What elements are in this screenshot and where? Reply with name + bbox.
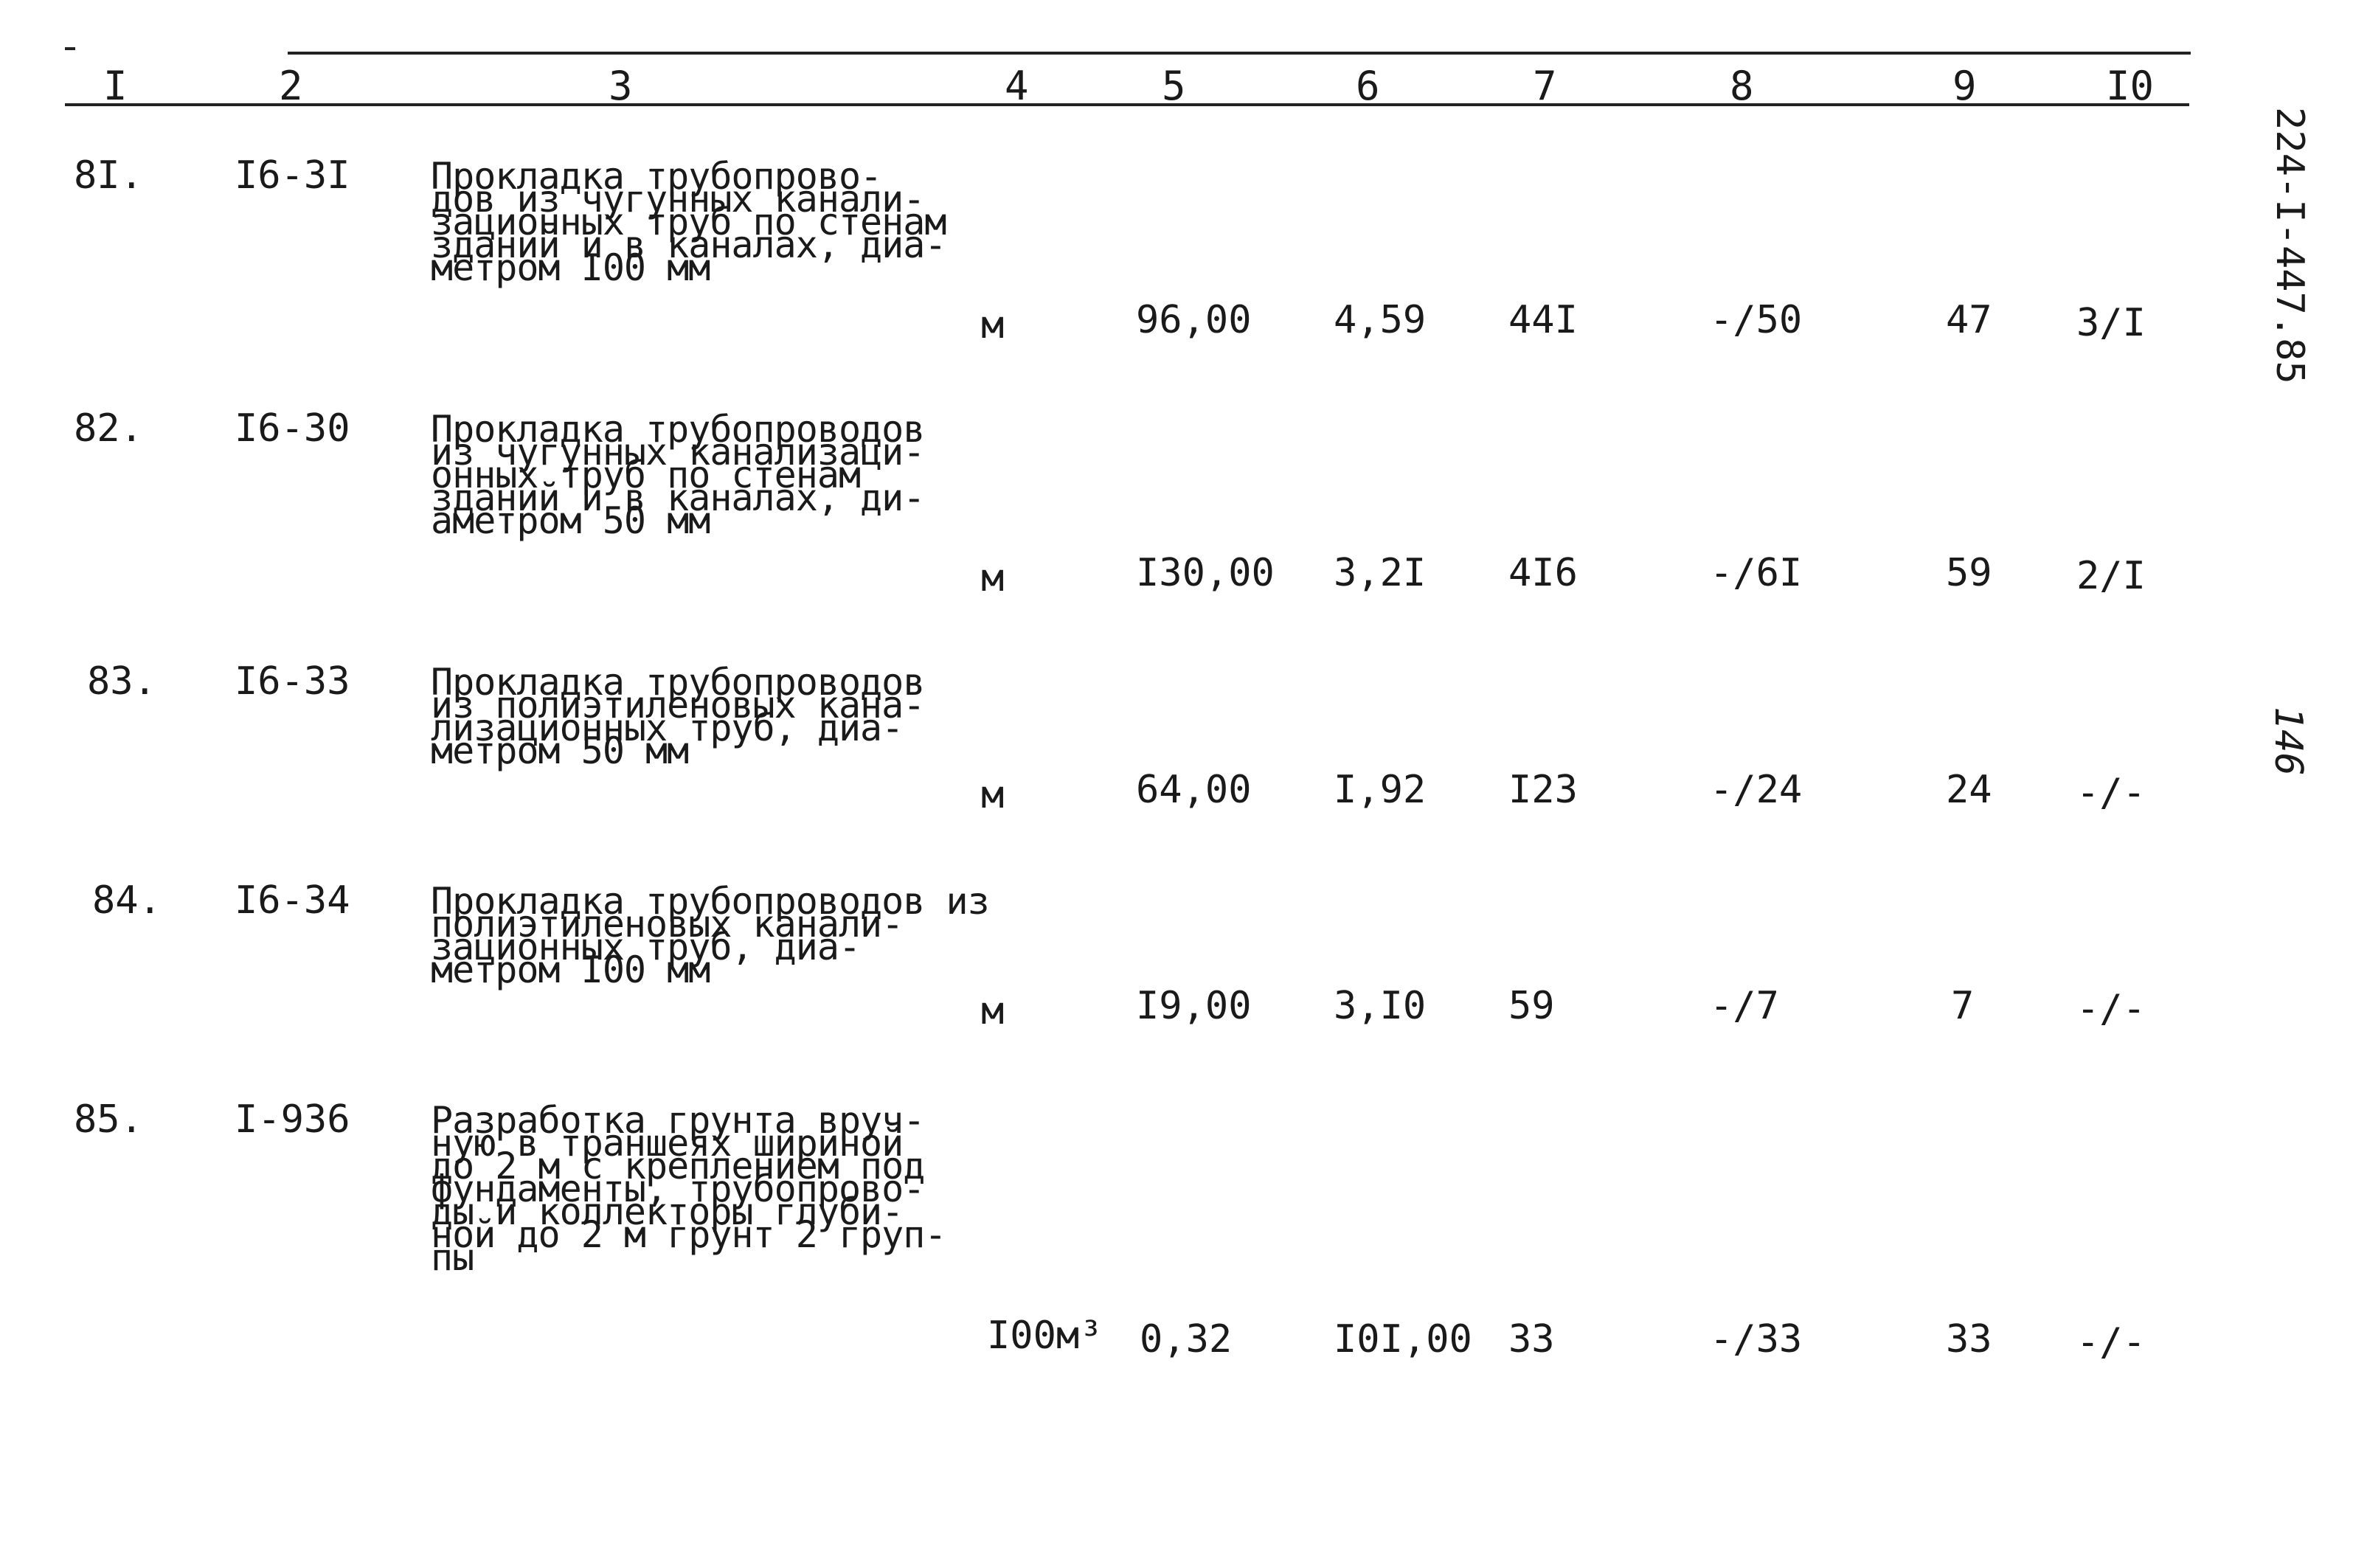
row-total: 33 [1508,1317,1555,1361]
header-col-8: 8 [1730,63,1754,109]
row-unit: м [981,303,1005,347]
row-total: 4I6 [1508,551,1578,595]
row-col-9: 47 [1946,298,1992,342]
row-col-10: -/- [2076,771,2146,815]
document-code: 224-I-447.85 [2267,107,2312,384]
header-col-2: 2 [279,63,303,109]
header-underline [65,103,2189,106]
header-col-6: 6 [1356,63,1380,109]
row-unit: м [981,989,1005,1033]
row-col-8: -/24 [1710,768,1803,812]
header-col-7: 7 [1533,63,1557,109]
row-col-8: -/6I [1710,551,1803,595]
row-total: 44I [1508,298,1578,342]
row-description: Прокладка трубопроводов из полиэтиленовых кана- лизационных труб, диа- метром 50 мм [431,661,925,772]
row-price: 3,I0 [1334,984,1427,1028]
row-code: I6-34 [235,878,350,923]
row-unit: м [981,556,1005,600]
top-mark [65,47,75,50]
row-col-9: 59 [1946,551,1992,595]
row-number: 8I. [74,153,143,198]
row-total: 59 [1508,984,1555,1028]
row-col-8: -/33 [1710,1317,1803,1361]
row-col-8: -/50 [1710,298,1803,342]
row-number: 85. [74,1097,143,1142]
row-code: I-936 [235,1097,350,1142]
row-code: I6-3I [235,153,350,198]
row-number: 83. [87,659,156,704]
row-description: Разработка грунта вруч- ную в траншеях шириной до 2 м с креплением под фундаменты, трубопрово- ды и коллекторы глуби- ной до 2 м грунт 2 груп- пы [431,1099,946,1279]
row-code: I6-33 [235,659,350,704]
row-description: Прокладка трубопроводов из чугунных канализаци- онных труб по стенам зданий и в каналах, ди- аметром 50 мм [431,408,925,542]
row-price: 3,2I [1334,551,1427,595]
row-unit: I00м³ [987,1314,1103,1358]
row-col-9: 7 [1951,984,1975,1028]
row-description: Прокладка трубопрово- дов из чугунных канали- зационных труб по стенам зданий и в каналах, диа- метром I00 мм [431,155,946,289]
row-col-10: -/- [2076,987,2146,1031]
row-quantity: I30,00 [1136,551,1275,595]
row-price: I,92 [1334,768,1427,812]
row-quantity: I9,00 [1136,984,1252,1028]
row-col-9: 33 [1946,1317,1992,1361]
row-quantity: 96,00 [1136,298,1252,342]
row-quantity: 64,00 [1136,768,1252,812]
header-col-9: 9 [1952,63,1977,109]
page-number: 146 [2266,707,2310,776]
row-col-9: 24 [1946,768,1992,812]
row-total: I23 [1508,768,1578,812]
row-col-10: 2/I [2076,554,2146,598]
row-col-10: -/- [2076,1320,2146,1364]
row-unit: м [981,773,1005,817]
header-col-5: 5 [1162,63,1186,109]
row-description: Прокладка трубопроводов из полиэтиленовых канали- зационных труб, диа- метром I00 мм [431,880,989,991]
row-quantity: 0,32 [1140,1317,1233,1361]
row-col-8: -/7 [1710,984,1779,1028]
row-number: 84. [92,878,162,923]
row-price: I0I,00 [1334,1317,1472,1361]
row-code: I6-30 [235,406,350,451]
header-col-4: 4 [1005,63,1029,109]
header-col-3: 3 [609,63,633,109]
row-col-10: 3/I [2076,301,2146,345]
header-col-10: I0 [2106,63,2155,109]
header-col-1: I [103,63,128,109]
row-number: 82. [74,406,143,451]
top-rule [288,52,2191,55]
row-price: 4,59 [1334,298,1427,342]
